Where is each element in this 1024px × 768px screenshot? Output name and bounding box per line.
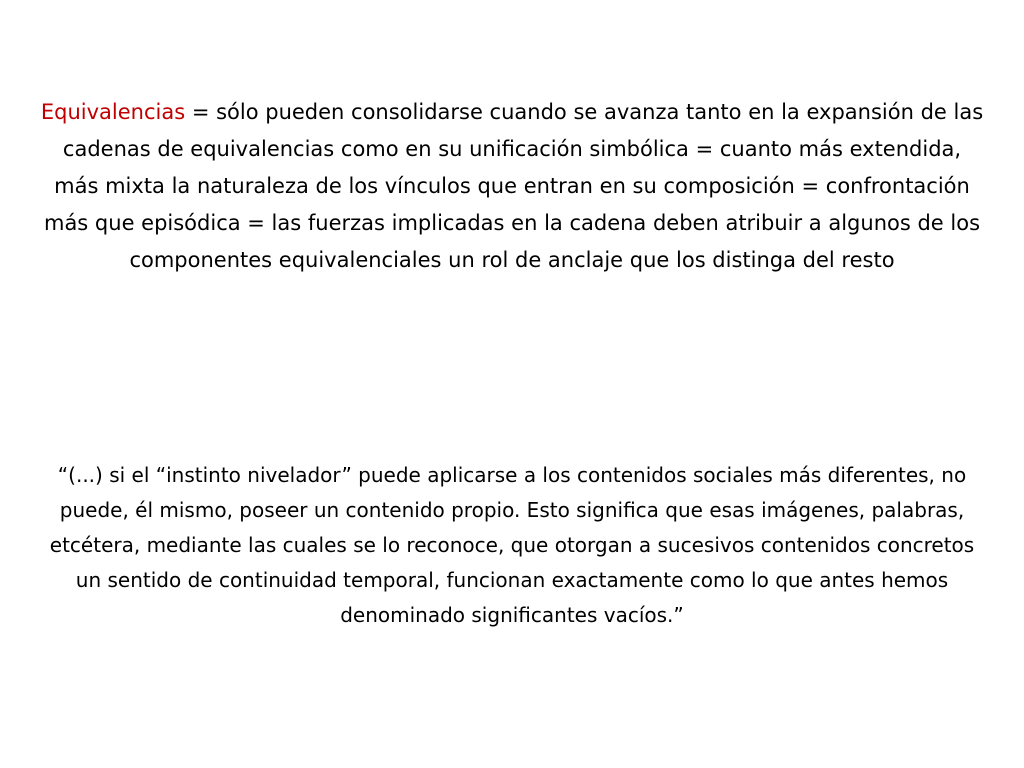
term-equivalencias: Equivalencias	[40, 100, 186, 124]
definition-text: = sólo pueden consolidarse cuando se avanza tanto en la expansión de las cadenas de equivalencias como en su unificación simbólica = cuanto más extendida, más mixta la naturaleza de los vínculos que entran en su composición = confrontación más que episódica = las fuerzas implicadas en la cadena deben atribuir a algunos de los componentes equivalenciales un rol de anclaje que los distinga del resto	[43, 100, 984, 272]
quote-paragraph: “(...) si el “instinto nivelador” puede aplicarse a los contenidos sociales más diferentes, no puede, él mismo, poseer un contenido propio. Esto significa que esas imágenes, palabras, etcétera, mediante las cuales se lo reconoce, que otorgan a sucesivos contenidos concretos un sentido de continuidad temporal, funcionan exactamente como lo que antes hemos denominado significantes vacíos.”	[49, 463, 975, 627]
definition-paragraph	[40, 94, 984, 279]
